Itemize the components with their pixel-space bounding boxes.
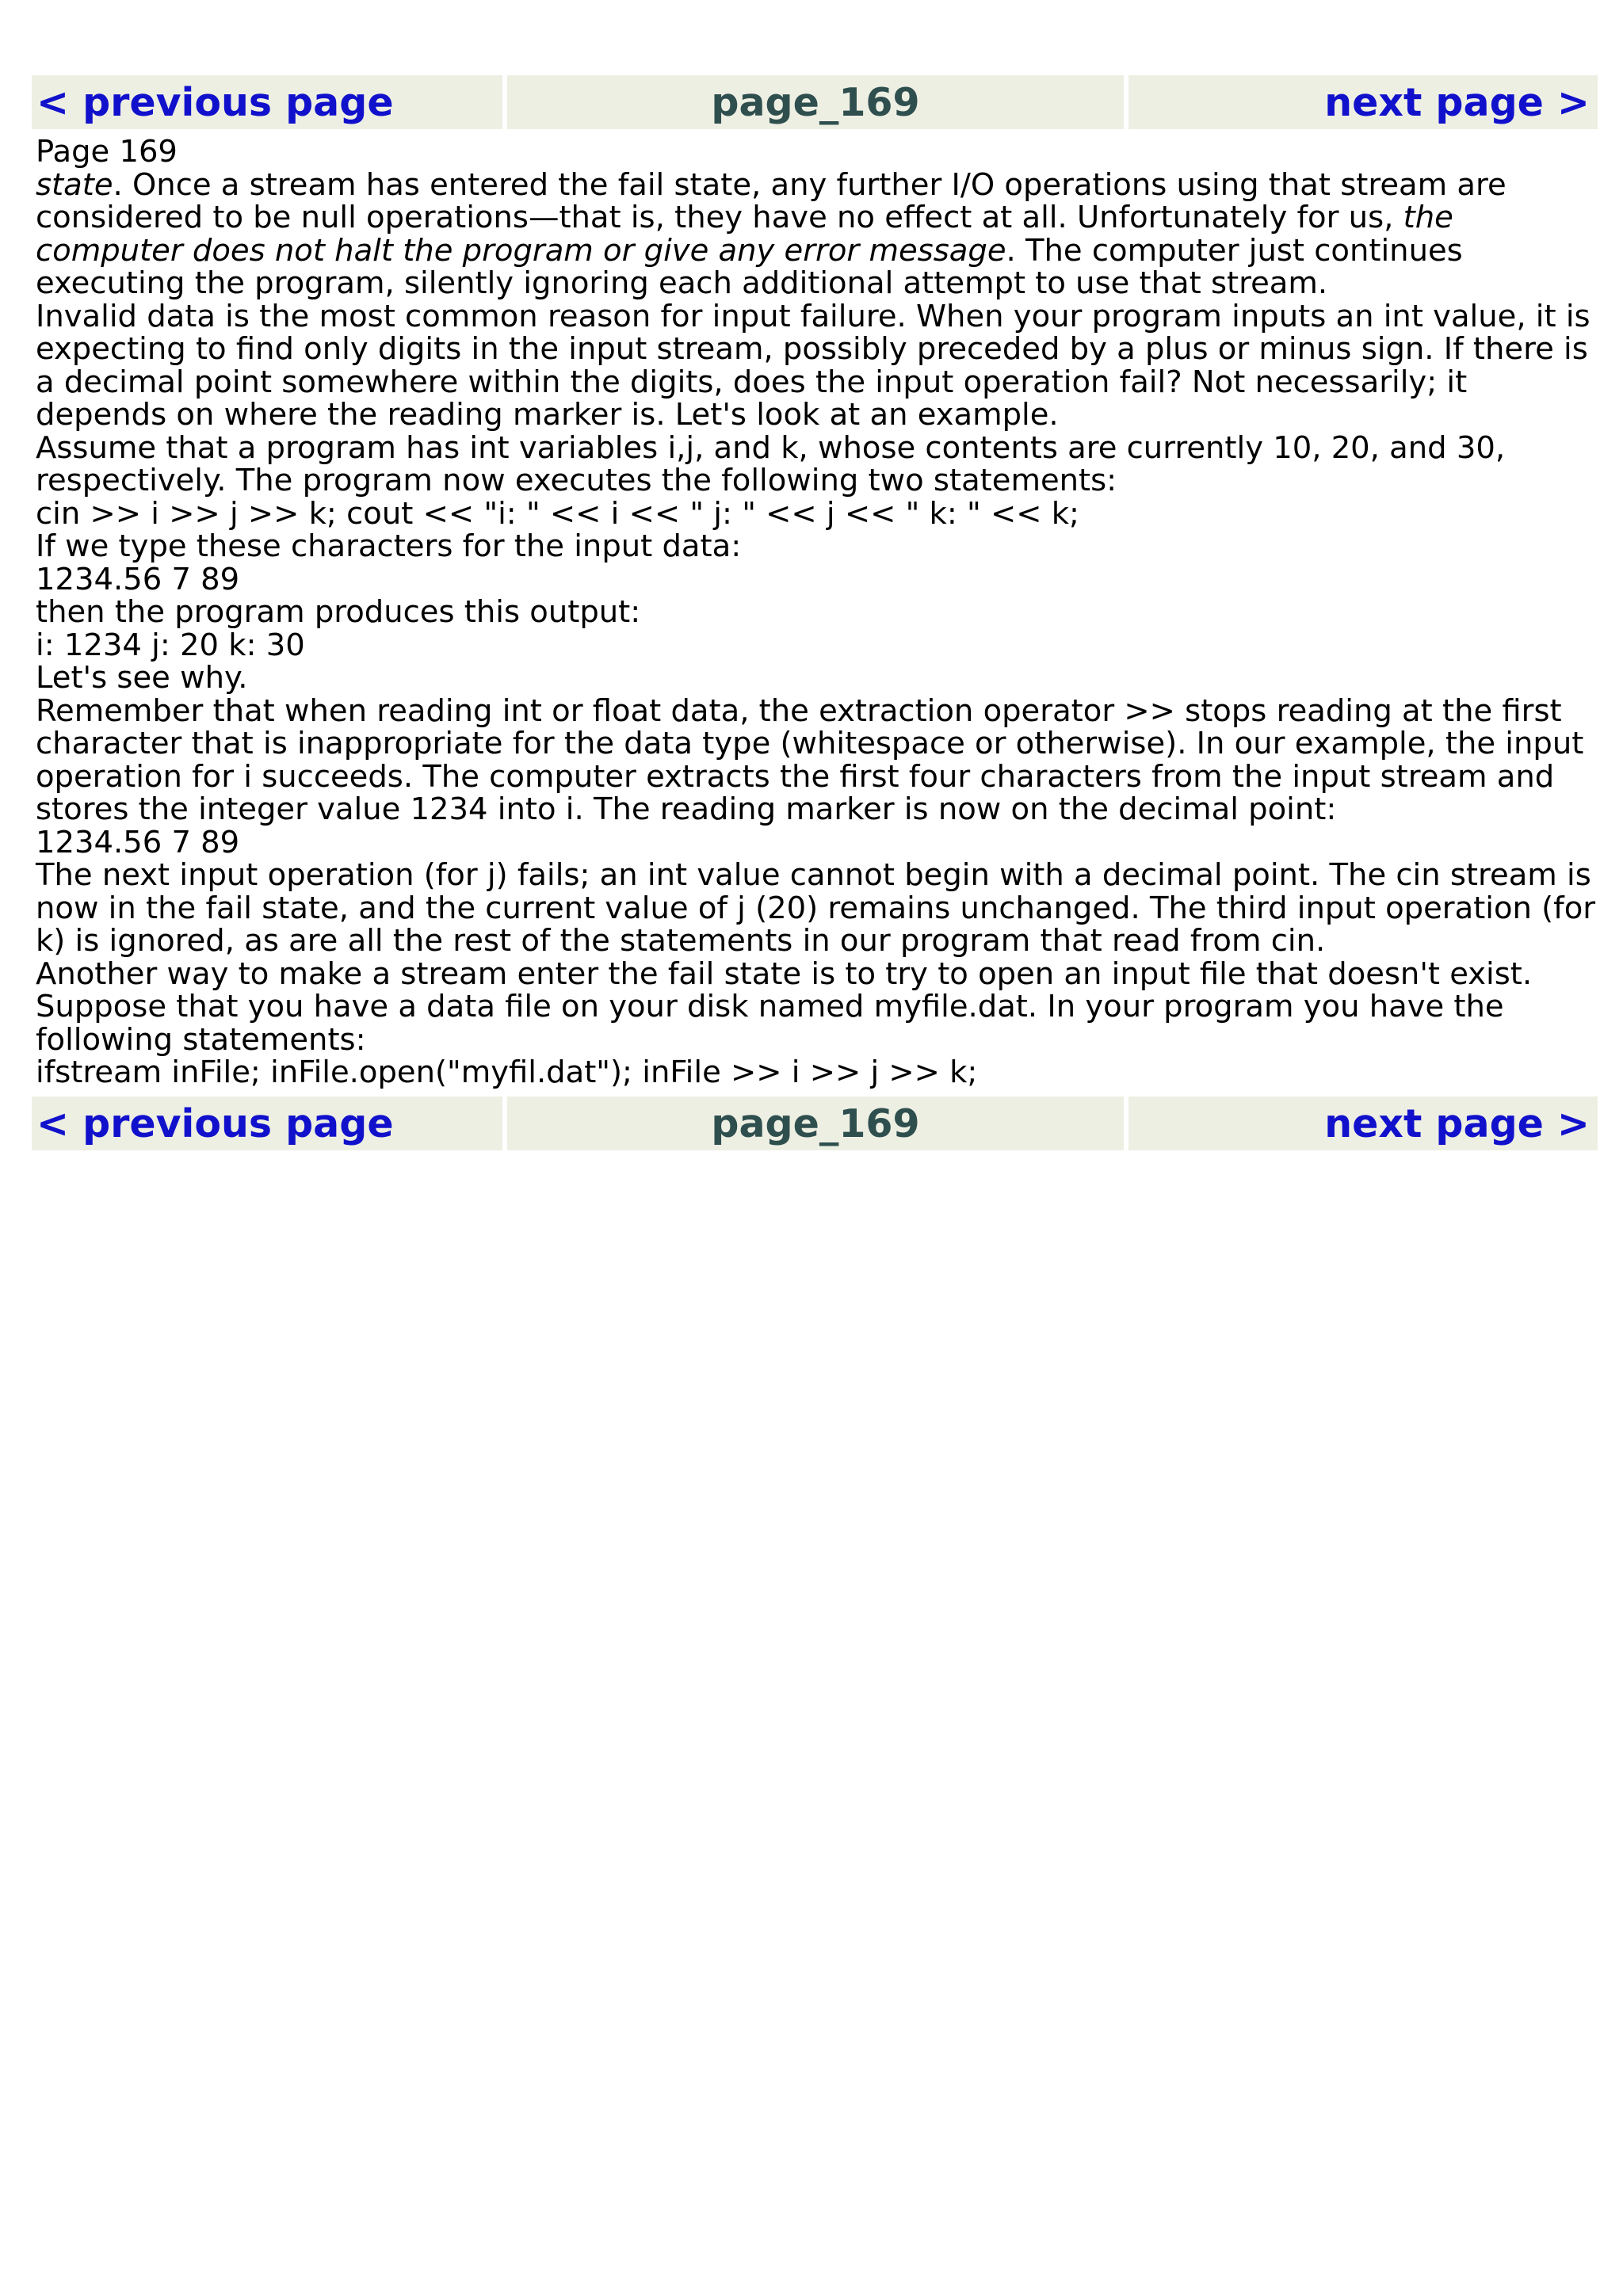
- program-output-line: i: 1234 j: 20 k: 30: [36, 627, 305, 663]
- emphasis-state: state: [36, 166, 113, 203]
- paragraph-input-data: If we type these characters for the input data:: [36, 528, 742, 564]
- code-statement-cin: cin >> i >> j >> k; cout << "i: " << i << " j: " << j << " k: " << k;: [36, 495, 1080, 532]
- bottom-navigation-bar: [32, 1097, 1598, 1150]
- emphasis-no-halt: the computer does not halt the program or give any error message: [36, 200, 1453, 269]
- previous-page-link[interactable]: < previous page: [32, 1097, 502, 1150]
- page-title: page_169: [507, 1097, 1124, 1150]
- next-page-link[interactable]: next page >: [1128, 75, 1598, 129]
- input-data-line: 1234.56 7 89: [36, 824, 240, 860]
- paragraph-open-file: Another way to make a stream enter the fail state is to try to open an input file that doesn't exist. Suppose that you have a data file on your disk named myfile.dat. In your program you have the following statements:: [36, 955, 1533, 1058]
- paragraph-fail-state: [36, 166, 1597, 301]
- paragraph-output-intro: then the program produces this output:: [36, 594, 641, 630]
- paragraph-text: . Once a stream has entered the fail state, any further I/O operations using that stream are considered to be null operations—that is, they have no effect at all. Unfortunately for us,: [36, 166, 1507, 235]
- top-navigation-bar: [32, 75, 1598, 129]
- input-data-line: 1234.56 7 89: [36, 561, 240, 597]
- paragraph-see-why: Let's see why.: [36, 660, 248, 696]
- page-content: [36, 135, 1597, 1089]
- previous-page-link[interactable]: < previous page: [32, 75, 502, 129]
- next-page-link[interactable]: next page >: [1128, 1097, 1598, 1150]
- page-heading: Page 169: [36, 134, 178, 170]
- paragraph-extraction: Remember that when reading int or float data, the extraction operator >> stops reading at the first character that is inappropriate for the data type (whitespace or otherwise). In our example, the input operation for i succeeds. The computer extracts the first four characters from the input stream and stores the integer value 1234 into i. The reading marker is now on the decimal point:: [36, 692, 1584, 827]
- page-title: page_169: [507, 75, 1124, 129]
- paragraph-assume: Assume that a program has int variables i,j, and k, whose contents are currently 10, 20, and 30, respectively. The program now executes the following two statements:: [36, 429, 1506, 498]
- code-statement-ifstream: ifstream inFile; inFile.open("myfil.dat"); inFile >> i >> j >> k;: [36, 1055, 978, 1090]
- paragraph-text: . The computer just continues executing the program, silently ignoring each additional attempt to use that stream.: [36, 232, 1463, 301]
- paragraph-invalid-data: Invalid data is the most common reason for input failure. When your program inputs an int value, it is expecting to find only digits in the input stream, possibly preceded by a plus or minus sign. If there is a decimal point somewhere within the digits, does the input operation fail? Not necessarily; it depends on where the reading marker is. Let's look at an example.: [36, 298, 1591, 433]
- paragraph-next-input: The next input operation (for j) fails; an int value cannot begin with a decimal point. The cin stream is now in the fail state, and the current value of j (20) remains unchanged. The third input operation (for k) is ignored, as are all the rest of the statements in our program that read from cin.: [36, 857, 1596, 959]
